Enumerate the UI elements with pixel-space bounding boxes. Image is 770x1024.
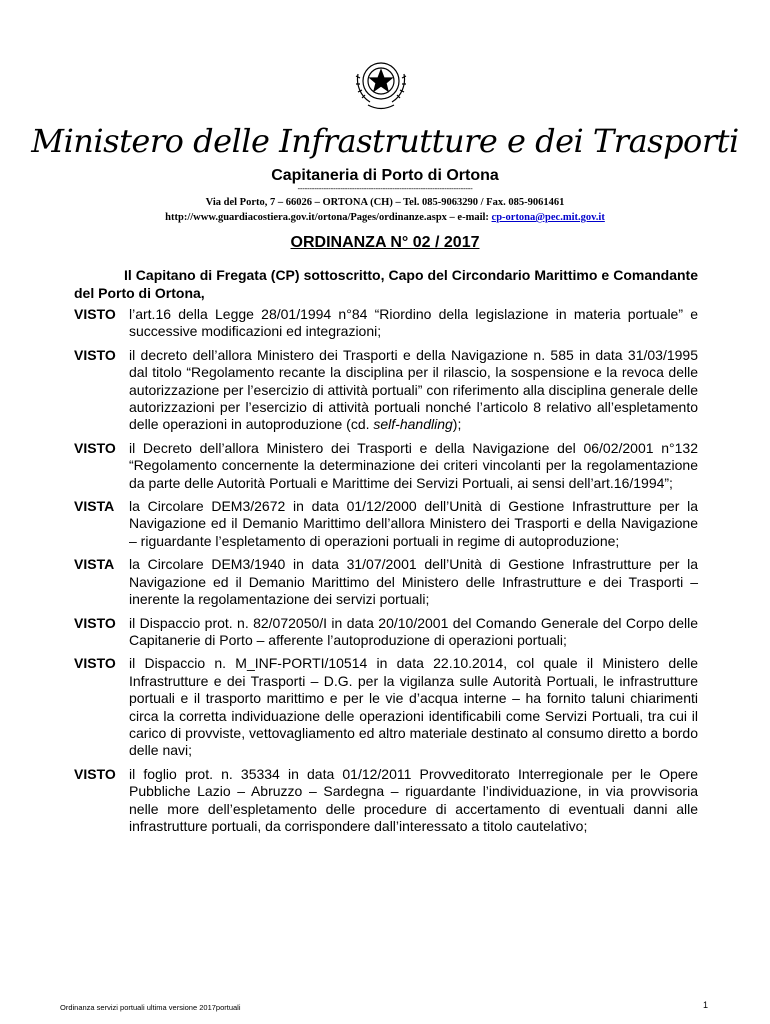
item-text-part: il decreto dell’allora Ministero dei Trasporti e della Navigazione n. 585 in data 31/03/1995 dal titolo “Regolamento recante la disciplina per il rilascio, la sospensione e la revoca delle autorizzazione per l’esercizio di attività portuali” con riferimento alla disciplina generale delle autorizzazioni per l’esercizio di attività portuali nonché l’articolo 8 relativo all’espletamento delle operazioni in autoproduzione (cd. bbox=[129, 346, 698, 433]
item-text: la Circolare DEM3/2672 in data 01/12/2000 dell’Unità di Gestione Infrastrutture per la Navigazione ed il Demanio Marittimo dell’allora Ministero dei Trasporti e della Navigazione – riguardante l’espletamento di operazioni portuali in regime di autoproduzione; bbox=[129, 498, 698, 549]
item-keyword: VISTA bbox=[74, 498, 115, 515]
list-item bbox=[74, 615, 698, 650]
item-keyword: VISTO bbox=[74, 655, 116, 672]
item-text-part: ); bbox=[452, 416, 462, 433]
list-item bbox=[74, 498, 698, 550]
list-item bbox=[74, 766, 698, 836]
item-keyword: VISTO bbox=[74, 614, 116, 631]
page-number: 1 bbox=[702, 1000, 708, 1010]
list-item bbox=[74, 556, 698, 608]
item-keyword: VISTO bbox=[74, 765, 116, 782]
item-keyword: VISTO bbox=[74, 439, 116, 456]
item-text: il Dispaccio n. M_INF-PORTI/10514 in data 22.10.2014, col quale il Ministero delle Infrastrutture e dei Trasporti – D.G. per la vigilanza sulle Autorità Portuali, le infrastrutture portuali e il trasporto marittimo e per le vie d’acqua interne – ha fornito taluni chiarimenti circa la corretta individuazione delle operazioni identificabili come Servizi Portuali, tra cui il carico di provviste, vettovagliamento ed altro materiale destinato al consumo diretto a bordo delle navi; bbox=[129, 655, 698, 759]
document-title bbox=[0, 234, 770, 252]
intro-paragraph: Il Capitano di Fregata (CP) sottoscritto, Capo del Circondario Marittimo e Comandante del Porto di Ortona, bbox=[74, 267, 698, 301]
item-keyword: VISTA bbox=[74, 556, 115, 573]
list-item bbox=[74, 655, 698, 759]
office-web-contacts bbox=[0, 212, 770, 223]
item-text: l’art.16 della Legge 28/01/1994 n°84 “Riordino della legislazione in materia portuale” e successive modificazioni ed integrazioni; bbox=[129, 306, 698, 340]
item-keyword: VISTO bbox=[74, 306, 116, 322]
header-separator: -------------------------------------------------------------------------- bbox=[297, 184, 473, 193]
item-text bbox=[129, 347, 698, 434]
email-link[interactable]: cp-ortona@pec.mit.gov.it bbox=[491, 212, 605, 223]
office-heading: Capitaneria di Porto di Ortona bbox=[271, 167, 499, 184]
item-text: il Decreto dell’allora Ministero dei Trasporti e della Navigazione del 06/02/2001 n°132 “Regolamento concernente la determinazione dei criteri vincolanti per la regolamentazione da parte delle Autorità Portuali e Marittime dei Servizi Portuali, ai sensi dell’art.16/1994”; bbox=[129, 439, 698, 491]
republic-emblem-icon bbox=[350, 52, 412, 114]
website-text: http://www.guardiacostiera.gov.it/ortona/Pages/ordinanze.aspx – e-mail: bbox=[165, 212, 492, 223]
item-text: la Circolare DEM3/1940 in data 31/07/2001 dell’Unità di Gestione Infrastrutture per la Navigazione ed il Demanio Marittimo del Ministero delle Infrastrutture e dei Trasporti – inerente la regolamentazione dei servizi portuali; bbox=[129, 556, 698, 608]
ministry-heading: Ministero delle Infrastrutture e dei Trasporti bbox=[31, 122, 739, 160]
footer-filename: Ordinanza servizi portuali ultima versione 2017portuali bbox=[60, 1003, 241, 1012]
item-text: il Dispaccio prot. n. 82/072050/I in data 20/10/2001 del Comando Generale del Corpo delle Capitanerie di Porto – afferente l’autoproduzione di operazioni portuali; bbox=[129, 614, 698, 648]
item-keyword: VISTO bbox=[74, 346, 116, 363]
list-item bbox=[74, 347, 698, 434]
item-text: il foglio prot. n. 35334 in data 01/12/2011 Provveditorato Interregionale per le Opere Pubbliche Lazio – Abruzzo – Sardegna – riguardante l’individuazione, in via provvisoria nelle more dell’espletamento delle procedure di accertamento di eventuali danni alle infrastrutture portuali, da corrispondere dall’interessato a titolo cautelativo; bbox=[129, 765, 698, 834]
office-address: Via del Porto, 7 – 66026 – ORTONA (CH) – Tel. 085-9063290 / Fax. 085-9061461 bbox=[205, 197, 565, 208]
list-item bbox=[74, 440, 698, 492]
item-text-emphasis: self-handling bbox=[373, 416, 453, 433]
document-title-text: ORDINANZA N° 02 / 2017 bbox=[290, 234, 480, 251]
recitals-list bbox=[74, 306, 698, 841]
list-item bbox=[74, 306, 698, 341]
